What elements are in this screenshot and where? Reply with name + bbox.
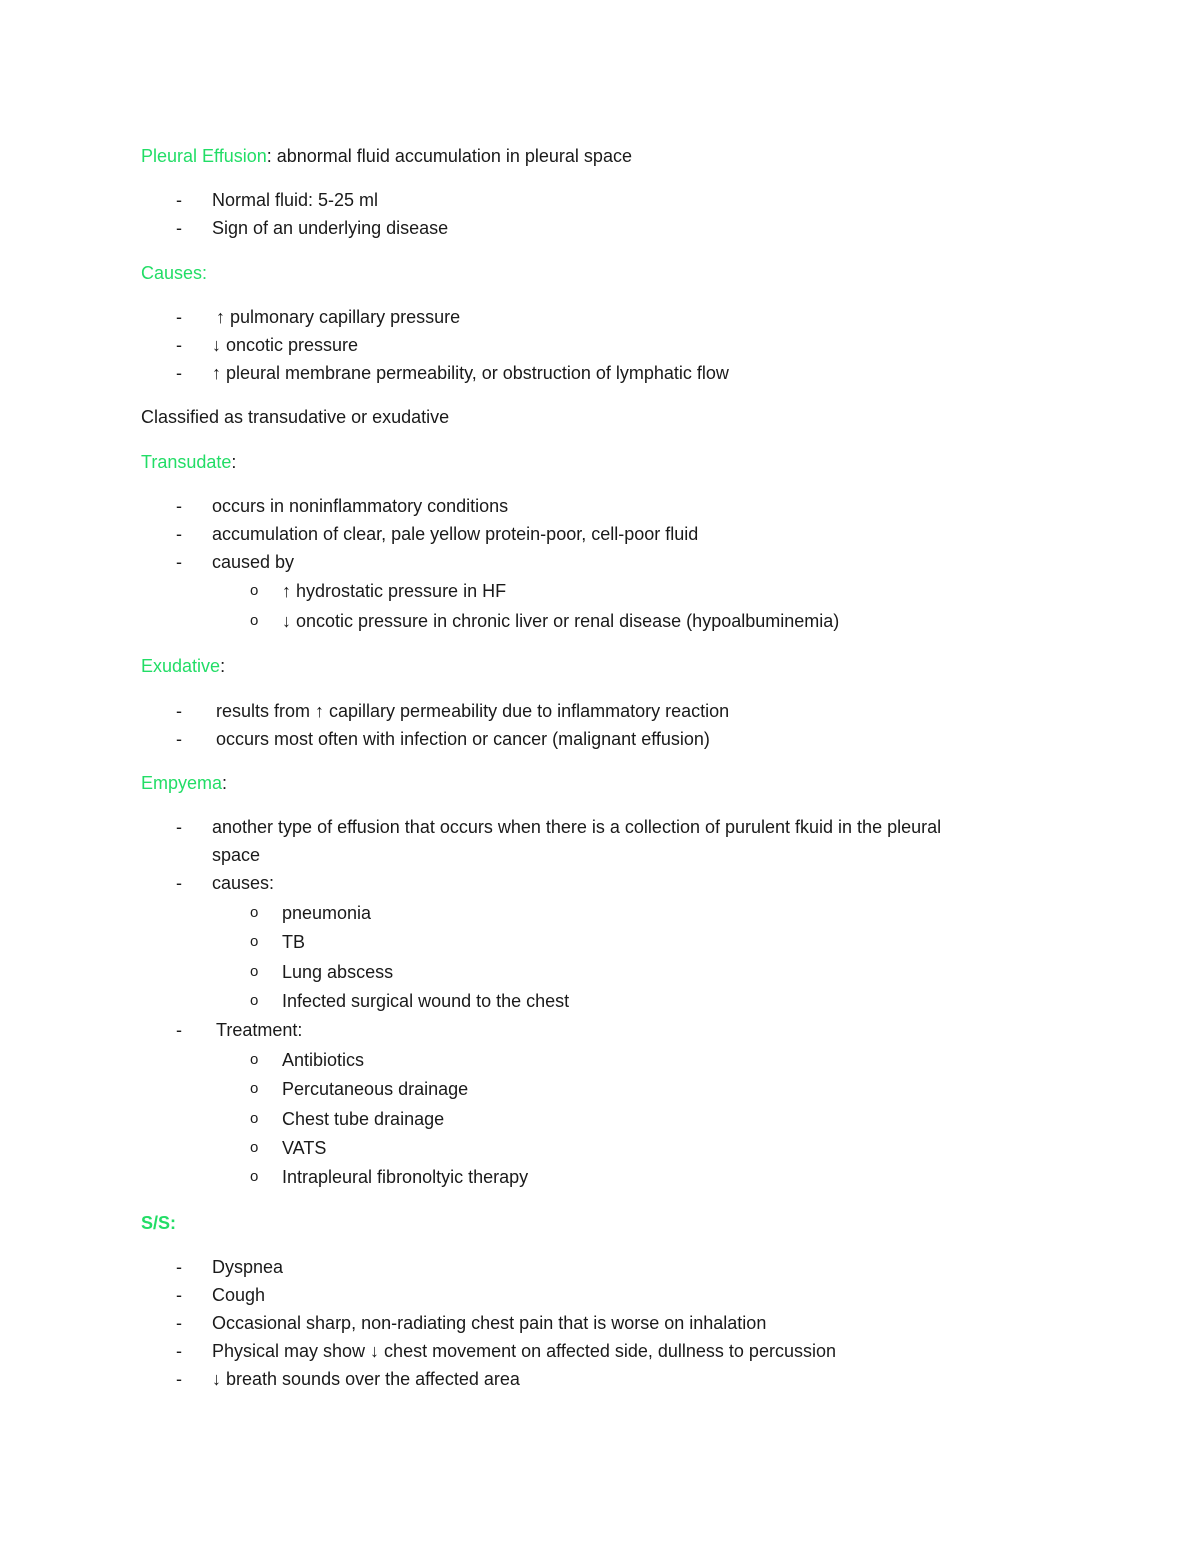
- empyema-cause: pneumonia: [282, 903, 372, 923]
- circle-bullet: o: [250, 992, 259, 1009]
- ss-item: Physical may show ↓ chest movement on affected side, dullness to percussion: [212, 1341, 836, 1361]
- dash-bullet: -: [176, 218, 182, 238]
- ss-item: Cough: [212, 1285, 266, 1305]
- transudate-item: accumulation of clear, pale yellow protein-poor, cell-poor fluid: [212, 524, 699, 544]
- dash-bullet: -: [176, 524, 182, 544]
- empyema-treatment: Antibiotics: [282, 1050, 365, 1070]
- circle-bullet: o: [250, 1080, 259, 1097]
- transudate-colon: :: [231, 452, 237, 472]
- causes-item: ↑ pulmonary capillary pressure: [216, 307, 461, 327]
- dash-bullet: -: [176, 1020, 182, 1040]
- empyema-cause: TB: [282, 932, 306, 952]
- circle-bullet: o: [250, 1168, 259, 1185]
- dash-bullet: -: [176, 363, 182, 383]
- intro-term: Pleural Effusion: [141, 146, 267, 166]
- empyema-cause: Infected surgical wound to the chest: [282, 991, 570, 1011]
- ss-item: Dyspnea: [212, 1257, 284, 1277]
- empyema-treatment: Chest tube drainage: [282, 1109, 445, 1129]
- circle-bullet: o: [250, 1110, 259, 1127]
- intro-definition: abnormal fluid accumulation in pleural space: [271, 146, 632, 166]
- circle-bullet: o: [250, 1139, 259, 1156]
- exudative-colon: :: [220, 656, 226, 676]
- dash-bullet: -: [176, 1285, 182, 1305]
- transudate-item: caused by: [212, 552, 295, 572]
- exudative-heading-line: [141, 655, 225, 677]
- transudate-subitem: ↓ oncotic pressure in chronic liver or renal disease (hypoalbuminemia): [282, 611, 840, 631]
- ss-item: ↓ breath sounds over the affected area: [212, 1369, 520, 1389]
- dash-bullet: -: [176, 1313, 182, 1333]
- dash-bullet: -: [176, 1341, 182, 1361]
- dash-bullet: -: [176, 817, 182, 837]
- empyema-item: causes:: [212, 873, 275, 893]
- ss-heading: S/S:: [141, 1213, 177, 1233]
- exudative-heading: Exudative: [141, 656, 221, 676]
- dash-bullet: -: [176, 190, 182, 210]
- dash-bullet: -: [176, 873, 182, 893]
- exudative-item: occurs most often with infection or cancer (malignant effusion): [216, 729, 710, 749]
- empyema-heading-line: [141, 772, 227, 794]
- transudate-heading: Transudate: [141, 452, 232, 472]
- circle-bullet: o: [250, 904, 259, 921]
- dash-bullet: -: [176, 552, 182, 572]
- dash-bullet: -: [176, 1257, 182, 1277]
- transudate-heading-line: [141, 451, 236, 473]
- causes-item: ↓ oncotic pressure: [212, 335, 359, 355]
- dash-bullet: -: [176, 335, 182, 355]
- empyema-cause: Lung abscess: [282, 962, 394, 982]
- intro-line: [141, 145, 632, 167]
- dash-bullet: -: [176, 496, 182, 516]
- intro-item: Normal fluid: 5-25 ml: [212, 190, 379, 210]
- empyema-item-continued: space: [212, 845, 261, 865]
- causes-item: ↑ pleural membrane permeability, or obstruction of lymphatic flow: [212, 363, 729, 383]
- circle-bullet: o: [250, 933, 259, 950]
- empyema-colon: :: [222, 773, 228, 793]
- empyema-item: another type of effusion that occurs when there is a collection of purulent fkuid in the pleural: [212, 817, 942, 837]
- causes-heading: Causes:: [141, 263, 208, 283]
- empyema-treatment: VATS: [282, 1138, 327, 1158]
- dash-bullet: -: [176, 701, 182, 721]
- empyema-item: Treatment:: [216, 1020, 303, 1040]
- circle-bullet: o: [250, 612, 259, 629]
- intro-item: Sign of an underlying disease: [212, 218, 449, 238]
- ss-item: Occasional sharp, non-radiating chest pain that is worse on inhalation: [212, 1313, 767, 1333]
- dash-bullet: -: [176, 1369, 182, 1389]
- dash-bullet: -: [176, 729, 182, 749]
- circle-bullet: o: [250, 582, 259, 599]
- dash-bullet: -: [176, 307, 182, 327]
- exudative-item: results from ↑ capillary permeability due to inflammatory reaction: [216, 701, 730, 721]
- circle-bullet: o: [250, 1051, 259, 1068]
- transudate-item: occurs in noninflammatory conditions: [212, 496, 509, 516]
- classified-text: Classified as transudative or exudative: [141, 407, 450, 427]
- empyema-treatment: Intrapleural fibronoltyic therapy: [282, 1167, 529, 1187]
- empyema-treatment: Percutaneous drainage: [282, 1079, 469, 1099]
- intro-colon: :: [266, 146, 272, 166]
- empyema-heading: Empyema: [141, 773, 223, 793]
- transudate-subitem: ↑ hydrostatic pressure in HF: [282, 581, 507, 601]
- circle-bullet: o: [250, 963, 259, 980]
